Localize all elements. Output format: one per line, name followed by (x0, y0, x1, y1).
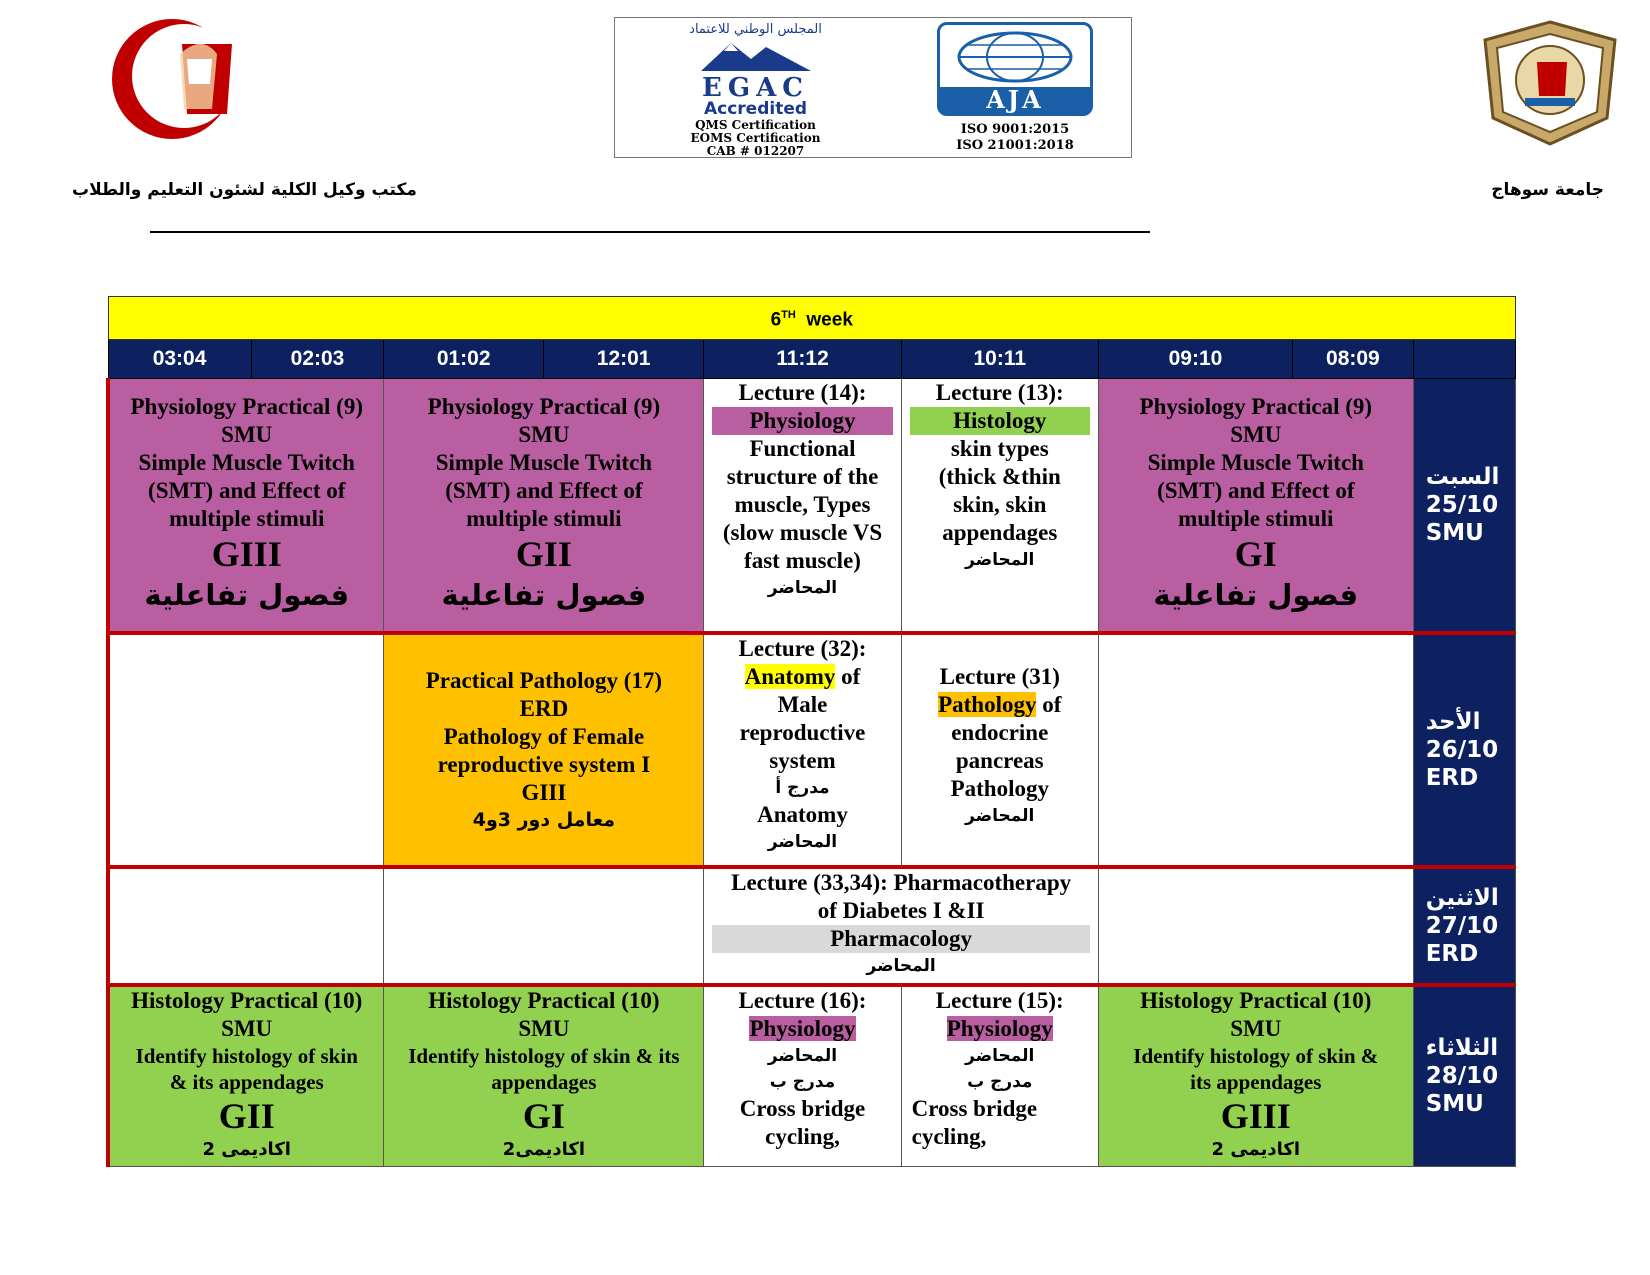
lecture-subject: Pathology (938, 691, 1037, 717)
lecture-topic: Cross bridge (739, 1095, 866, 1121)
lecture-topic: (slow muscle VS (722, 520, 883, 545)
session-topic: reproductive system I (437, 751, 651, 777)
lecture-cell (901, 985, 1098, 1167)
session-title: Practical Pathology (17) (425, 667, 663, 693)
session-topic: multiple stimuli (466, 506, 622, 531)
lecture-topic: appendages (942, 520, 1058, 545)
session-cell (384, 379, 704, 633)
week-header (108, 297, 1516, 340)
session-title: Physiology Practical (9) (427, 394, 661, 419)
lecture-topic: Functional (749, 436, 856, 461)
day-date: 28/10 (1425, 1063, 1499, 1090)
session-dept: SMU (221, 422, 273, 447)
session-group: GIII (211, 534, 282, 574)
lecture-room: المحاضر (866, 955, 936, 976)
time-slot-corner (1413, 340, 1515, 379)
lecture-topic: endocrine (951, 719, 1049, 745)
aja-iso-9001: ISO 9001:2015 (960, 122, 1070, 137)
lecture-cell (704, 867, 1099, 985)
time-slot: 01:02 (384, 340, 543, 379)
session-topic: Simple Muscle Twitch (138, 450, 355, 475)
lecture-title: Lecture (32): (738, 635, 867, 661)
session-room: فصول تفاعلية (144, 578, 350, 612)
week-suffix: TH (781, 309, 796, 322)
session-dept: SMU (518, 1015, 570, 1041)
session-dept: SMU (1230, 1015, 1282, 1041)
session-topic: appendages (491, 1069, 597, 1094)
time-slot: 02:03 (251, 340, 384, 379)
session-dept: SMU (1230, 422, 1282, 447)
session-group: GI (522, 1095, 565, 1136)
day-row-monday (108, 867, 1516, 985)
lecture-room: المحاضر (767, 578, 838, 598)
lecture-topic: structure of the (726, 464, 879, 489)
session-title: Histology Practical (10) (428, 987, 660, 1013)
session-topic: multiple stimuli (169, 506, 325, 531)
session-title: Histology Practical (10) (131, 987, 363, 1013)
time-slot: 11:12 (704, 340, 901, 379)
day-label (1413, 633, 1515, 867)
lecture-of: of (835, 663, 861, 689)
lecture-title: Lecture (13): (935, 380, 1064, 405)
lecture-cell (704, 379, 901, 633)
lecture-topic: skin types (950, 436, 1049, 461)
session-topic: Pathology of Female (443, 723, 645, 749)
week-label: week (806, 309, 853, 331)
lecture-topic: cycling, (911, 1123, 987, 1149)
session-cell (1098, 379, 1413, 633)
university-logo (1475, 18, 1625, 148)
lecture-topic: cycling, (765, 1123, 840, 1149)
session-dept: SMU (518, 422, 570, 447)
session-topic: its appendages (1190, 1069, 1322, 1094)
lecture-subject: Histology (910, 407, 1090, 435)
day-dept: SMU (1425, 519, 1484, 546)
session-group: GIII (1220, 1095, 1291, 1136)
lecture-room: المحاضر (965, 1045, 1035, 1066)
lecture-title: Lecture (31) (939, 663, 1060, 689)
aja-name: AJA (940, 87, 1090, 113)
session-room: اكاديمى2 (502, 1138, 585, 1160)
egac-arabic: المجلس الوطني للاعتماد (689, 22, 822, 37)
session-topic: & its appendages (169, 1069, 324, 1094)
lecture-topic: Male (777, 691, 828, 717)
day-label (1413, 867, 1515, 985)
mountain-icon (696, 37, 816, 73)
empty-cell (108, 633, 384, 867)
lecture-of: of (1036, 691, 1062, 717)
lecture-topic: muscle, Types (734, 492, 871, 517)
day-name: الاثنين (1425, 884, 1499, 911)
day-date: 26/10 (1425, 736, 1499, 763)
session-topic: Simple Muscle Twitch (435, 450, 653, 475)
day-row-saturday (108, 379, 1516, 633)
lecture-subject: Anatomy (744, 663, 836, 689)
header-divider (150, 231, 1150, 233)
lecture-cell (901, 633, 1098, 867)
schedule-table (106, 296, 1516, 1167)
lecture-subject: Physiology (712, 407, 892, 435)
lecture-topic: system (769, 747, 836, 773)
session-room: معامل دور 3و4 (472, 808, 616, 831)
session-dept: ERD (519, 695, 569, 721)
lecture-room: المحاضر (965, 805, 1035, 826)
session-title: Physiology Practical (9) (1139, 394, 1373, 419)
time-slot: 08:09 (1293, 340, 1414, 379)
lecture-dept: Pathology (950, 775, 1049, 801)
day-dept: SMU (1425, 1091, 1484, 1118)
lecture-topic: pancreas (955, 747, 1044, 773)
session-topic: multiple stimuli (1178, 506, 1334, 531)
university-name: جامعة سوهاج (1491, 180, 1604, 200)
egac-cab: CAB # 012207 (706, 144, 805, 158)
day-name: السبت (1425, 463, 1500, 490)
day-label (1413, 985, 1515, 1167)
aja-logo (915, 22, 1115, 153)
session-topic: Identify histology of skin & (1133, 1043, 1379, 1068)
session-room: اكاديمى 2 (202, 1138, 291, 1160)
session-group: GII (515, 534, 572, 574)
lecture-room: المحاضر (965, 550, 1035, 570)
lecture-cell (901, 379, 1098, 633)
day-name: الثلاثاء (1425, 1035, 1499, 1062)
day-name: الأحد (1425, 708, 1481, 735)
lecture-hall: مدرج ب (769, 1071, 836, 1092)
session-topic: (SMT) and Effect of (445, 478, 643, 503)
time-slot: 10:11 (901, 340, 1098, 379)
session-topic: Identify histology of skin (135, 1043, 358, 1068)
session-cell (384, 633, 704, 867)
session-title: Physiology Practical (9) (130, 394, 363, 419)
empty-cell (1098, 867, 1413, 985)
session-group: GII (218, 1095, 275, 1136)
session-cell (1098, 985, 1413, 1167)
session-group: GIII (521, 779, 567, 805)
day-label (1413, 379, 1515, 633)
lecture-subject: Physiology (946, 1015, 1053, 1041)
lecture-hall: مدرج أ (775, 777, 830, 798)
session-room: فصول تفاعلية (441, 578, 647, 612)
session-cell (108, 985, 384, 1167)
lecture-room: المحاضر (767, 1045, 838, 1066)
empty-cell (1098, 633, 1413, 867)
session-dept: SMU (221, 1015, 273, 1041)
lecture-title: Lecture (33,34): Pharmacotherapy (731, 869, 1072, 895)
lecture-room: المحاضر (767, 831, 838, 852)
lecture-topic: Cross bridge (911, 1095, 1038, 1121)
session-topic: (SMT) and Effect of (148, 478, 346, 503)
lecture-subject: Pharmacology (712, 925, 1090, 953)
session-room: اكاديمى 2 (1211, 1138, 1301, 1160)
lecture-topic: reproductive (739, 719, 866, 745)
egac-eoms: EOMS Certification (690, 131, 821, 145)
session-cell (108, 379, 384, 633)
lecture-topic: skin, skin (953, 492, 1047, 517)
time-slot: 09:10 (1098, 340, 1292, 379)
lecture-subject: Physiology (749, 1015, 856, 1041)
week-number: 6 (770, 309, 782, 331)
egac-name: EGAC (702, 73, 809, 103)
day-date: 25/10 (1425, 491, 1499, 518)
vice-dean-office-title: مكتب وكيل الكلية لشئون التعليم والطلاب (72, 180, 417, 200)
lecture-cell (704, 985, 901, 1167)
lecture-title: Lecture (15): (935, 987, 1064, 1013)
empty-cell (384, 867, 704, 985)
lecture-topic: (thick &thin (938, 464, 1061, 489)
lecture-topic: of Diabetes I &II (817, 897, 985, 923)
accreditation-banner (614, 17, 1132, 158)
aja-iso-21001: ISO 21001:2018 (956, 138, 1074, 153)
day-dept: ERD (1425, 940, 1479, 967)
day-dept: ERD (1425, 764, 1479, 791)
session-group: GI (1234, 534, 1277, 574)
time-slot: 03:04 (108, 340, 251, 379)
egac-logo (643, 22, 868, 158)
day-row-tuesday (108, 985, 1516, 1167)
lecture-hall: مدرج ب (967, 1071, 1033, 1092)
egac-qms: QMS Certification (695, 118, 816, 132)
session-title: Histology Practical (10) (1140, 987, 1372, 1013)
globe-icon (943, 25, 1087, 85)
session-cell (384, 985, 704, 1167)
lecture-title: Lecture (14): (738, 380, 867, 405)
lecture-cell (704, 633, 901, 867)
lecture-dept: Anatomy (757, 801, 848, 827)
egac-accredited: Accredited (703, 99, 808, 119)
day-date: 27/10 (1425, 912, 1499, 939)
empty-cell (108, 867, 384, 985)
lecture-title: Lecture (16): (738, 987, 867, 1013)
session-topic: Identify histology of skin & its (408, 1043, 680, 1068)
time-header-row (108, 340, 1516, 379)
lecture-topic: fast muscle) (744, 548, 861, 573)
session-room: فصول تفاعلية (1153, 578, 1359, 612)
session-topic: Simple Muscle Twitch (1147, 450, 1364, 475)
session-topic: (SMT) and Effect of (1157, 478, 1355, 503)
faculty-logo (92, 14, 264, 144)
day-row-sunday (108, 633, 1516, 867)
time-slot: 12:01 (543, 340, 703, 379)
